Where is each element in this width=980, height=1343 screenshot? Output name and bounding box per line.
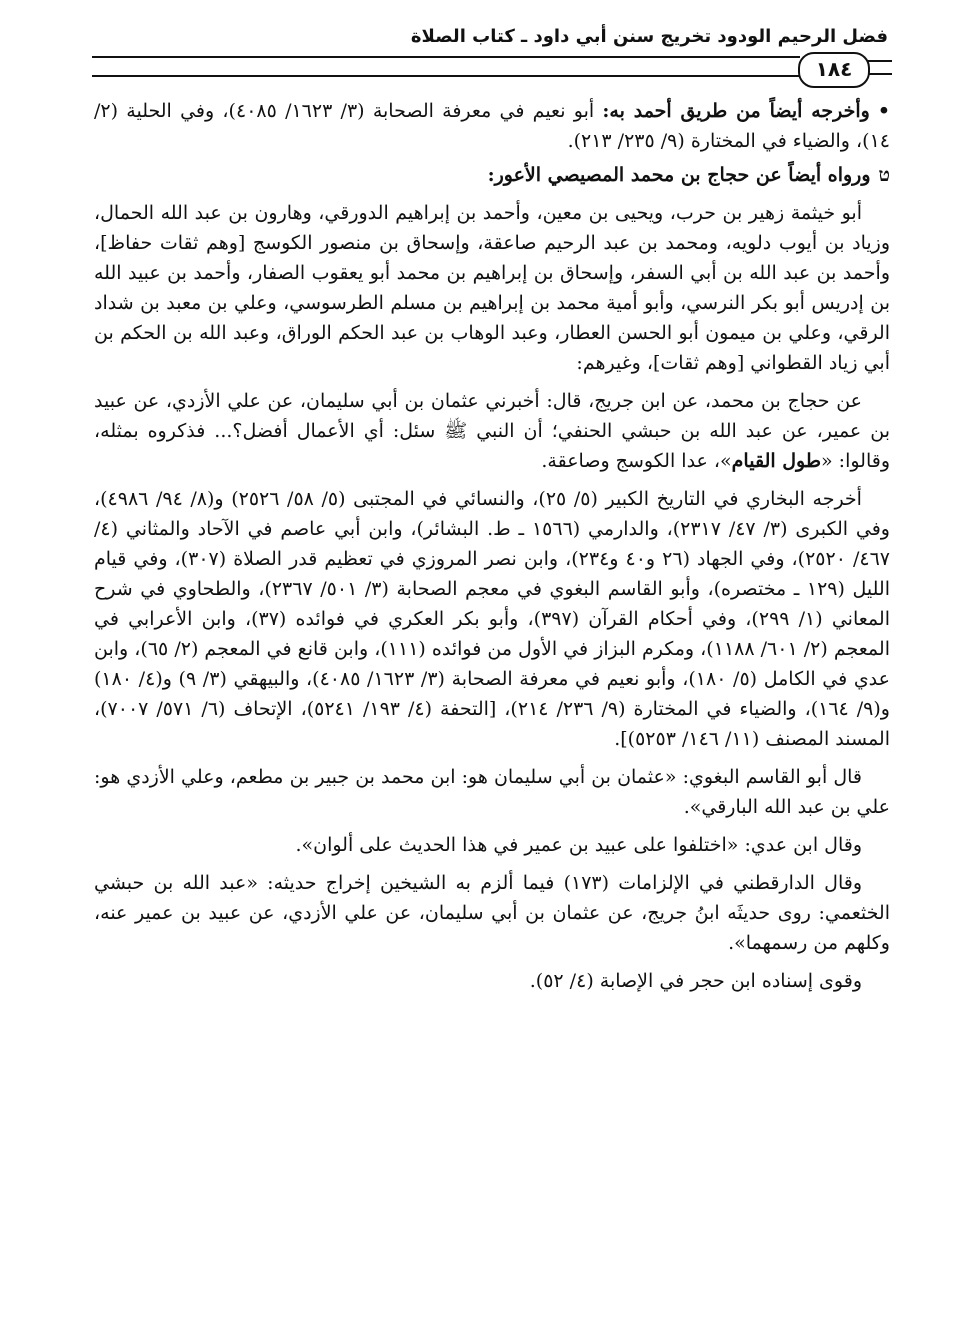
paragraph-1 [94,96,890,156]
paragraph-6 [94,762,890,822]
paragraph-4-text-before: عن حجاج بن محمد، عن ابن جريج، قال: أخبرني عثمان بن أبي سليمان، عن علي الأزدي، عن عبيد بن عمير، عن عبد الله بن حبشي الحنفي؛ أن النبي ﷺ سئل: أي الأعمال أفضل؟... فذكروه بمثله، وقالوا: « [94,390,890,472]
paragraph-2 [94,160,890,190]
page-number-badge [798,52,870,88]
paragraph-4 [94,386,890,476]
paragraph-3-text: أبو خيثمة زهير بن حرب، ويحيى بن معين، وأحمد بن إبراهيم الدورقي، وهارون بن عبد الله الحمال، وزياد بن أيوب دلويه، ومحمد بن عبد الرحيم صاعقة، وإسحاق بن منصور الكوسج [وهم ثقات حفاظ]، وأحمد بن عبد الله بن أبي السفر، وإسحاق بن إبراهيم بن محمد أبو يعقوب الصفار، وأحمد بن عبيد الله بن إدريس أبو بكر النرسي، وأبو أمية محمد بن إبراهيم بن مسلم الطرسوسي، وعلي بن معبد بن شداد الرقي، وعلي بن ميمون أبو الحسن العطار، وعبد الوهاب بن عبد الحكم الوراق، وعبد الله بن الحكم بن أبي زياد القطواني [وهم ثقات]، وغيرهم: [94,202,890,374]
paragraph-9 [94,966,890,996]
paragraph-2-lead: ورواه أيضاً عن حجاج بن محمد المصيصي الأعور: [487,164,871,186]
page-body [94,96,890,1336]
paragraph-9-text: وقوى إسناده ابن حجر في الإصابة (٤/ ٥٢). [529,970,862,992]
header-rule-bottom [92,75,800,77]
bullet-dot-icon: • [877,100,890,122]
paragraph-1-lead: وأخرجه أيضاً من طريق أحمد به: [602,100,870,122]
paragraph-4-bold: طول القيام [731,450,821,472]
paragraph-7 [94,830,890,860]
paragraph-4-text-after: »، عدا الكوسج وصاعقة. [541,450,732,472]
paragraph-8 [94,868,890,958]
header-title: فضل الرحيم الودود تخريج سنن أبي داود ـ كتاب الصلاة [410,26,888,47]
paragraph-8-text: وقال الدارقطني في الإلزامات (١٧٣) فيما ألزم به الشيخين إخراج حديثه: «عبد الله بن حبشي الخثعمي: روى حديثَه ابنُ جريج، عن عثمان بن أبي سليمان، عن علي الأزدي، عن عبيد بن عمير عنه، وكلهم من رسمهما». [94,872,890,954]
paragraph-5-text: أخرجه البخاري في التاريخ الكبير (٥/ ٢٥)، والنسائي في المجتبى (٥/ ٥٨/ ٢٥٢٦) و(٨/ ٩٤/ ٤٩٨٦)، وفي الكبرى (٣/ ٤٧/ ٢٣١٧)، والدارمي (١٥٦٦ ـ ط. البشائر)، وابن أبي عاصم في الآحاد والمثاني (٤/ ٤٦٧/ ٢٥٢٠)، وفي الجهاد (٢٦ و٤٠ و٢٣٤)، وابن نصر المروزي في تعظيم قدر الصلاة (٣٠٧)، وفي قيام الليل (١٢٩ ـ مختصره)، وأبو القاسم البغوي في معجم الصحابة (٣/ ٥٠١/ ٢٣٦٧)، والطحاوي في شرح المعاني (١/ ٢٩٩)، وفي أحكام القرآن (٣٩٧)، وأبو بكر العكري في فوائده (٣٧)، وابن الأعرابي في المعجم (٢/ ٦٠١/ ١١٨٨)، ومكرم البزاز في الأول من فوائده (١١١)، وابن قانع في المعجم (٢/ ٦٥)، وابن عدي في الكامل (٥/ ١٨٠)، وأبو نعيم في معرفة الصحابة (٣/ ١٦٢٣/ ٤٠٨٥)، والبيهقي (٣/ ٩) و(٤/ ١٨٠) و(٩/ ١٦٤)، والضياء في المختارة (٩/ ٢٣٦/ ٢١٤)، [التحفة (٤/ ١٩٣/ ٥٢٤١)، الإتحاف (٦/ ٥٧١/ ٧٠٠٧)، المسند المصنف (١١/ ١٤٦/ ٥٢٥٣)]. [94,488,890,750]
running-header [94,24,888,50]
paragraph-1-text: أبو نعيم في معرفة الصحابة (٣/ ١٦٢٣/ ٤٠٨٥)، وفي الحلية (٢/ ١٤)، والضياء في المختارة (٩/ ٢٣٥/ ٢١٣). [94,100,890,152]
paragraph-7-text: وقال ابن عدي: «اختلفوا على عبيد بن عمير في هذا الحديث على ألوان». [295,834,862,856]
paragraph-5 [94,484,890,754]
header-rule-right-top [866,60,892,62]
bullet-circle-icon: ט [878,164,890,186]
page-number: ١٨٤ [815,57,853,81]
paragraph-3 [94,198,890,378]
paragraph-6-text: قال أبو القاسم البغوي: «عثمان بن أبي سليمان هو: ابن محمد بن جبير بن مطعم، وعلي الأزدي هو: علي بن عبد الله البارقي». [94,766,890,818]
header-rule-top [92,56,800,58]
